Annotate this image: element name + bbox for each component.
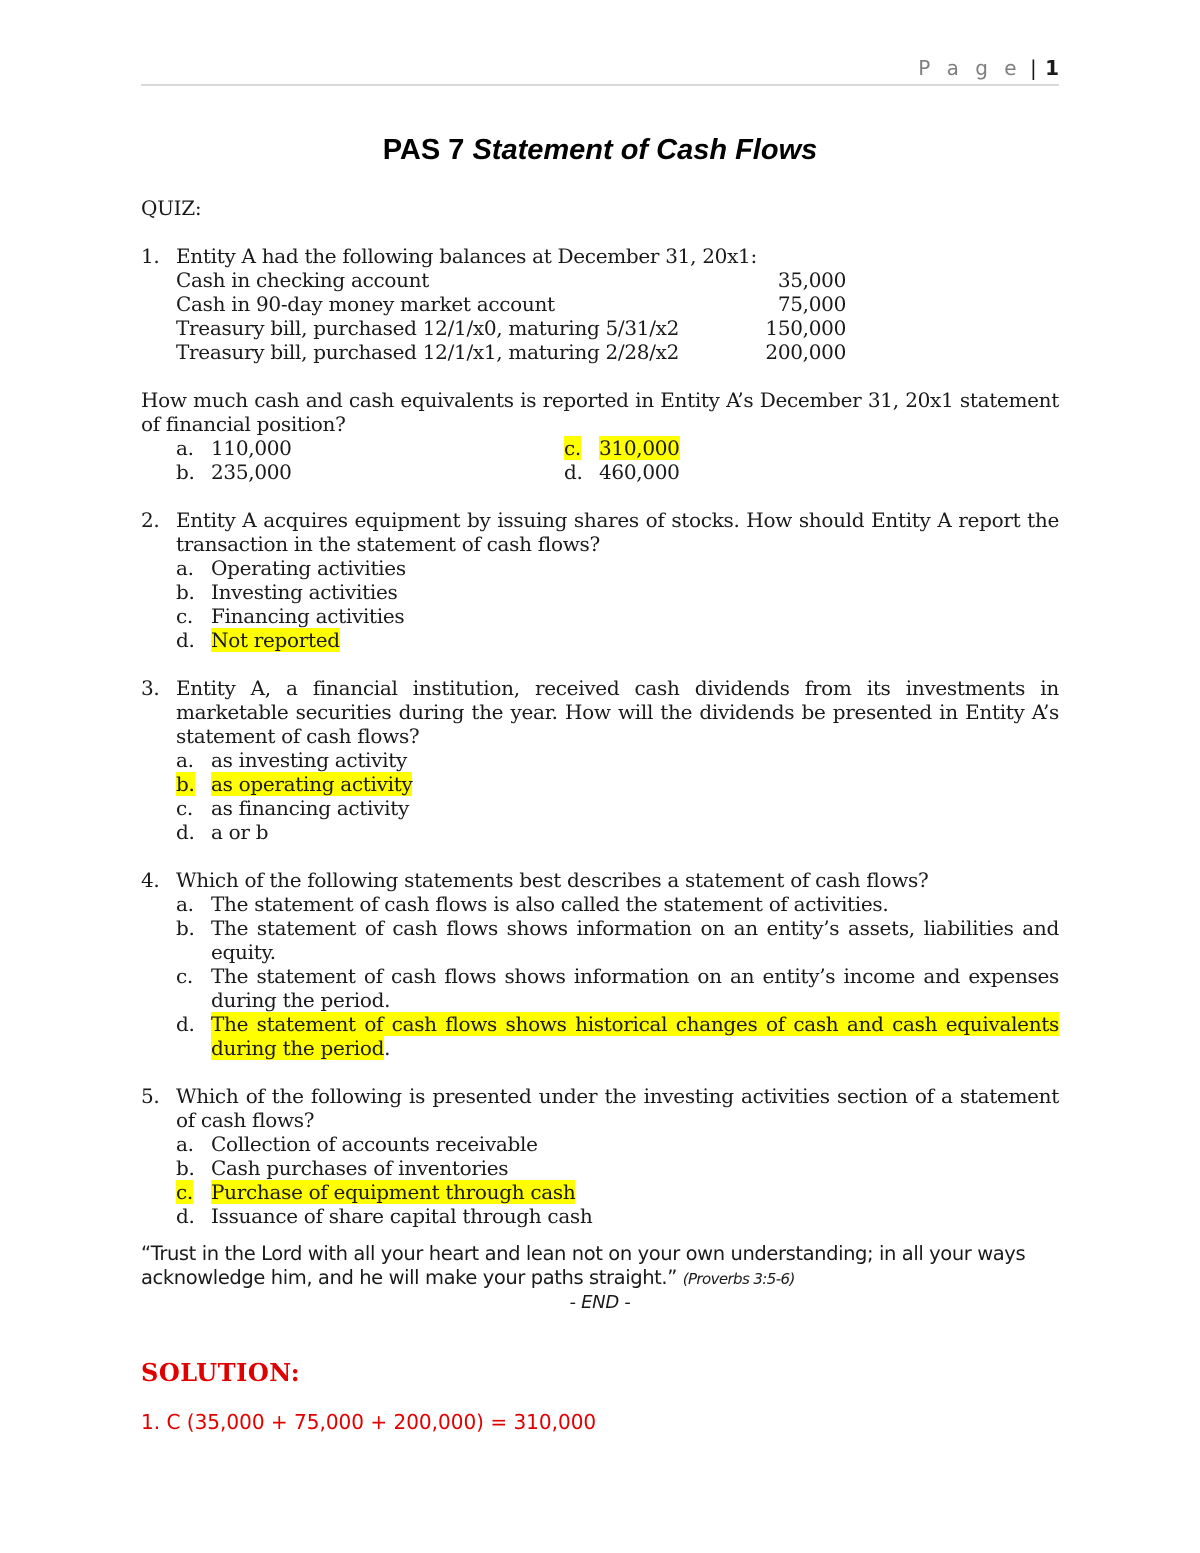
option-letter: b. xyxy=(176,1156,195,1180)
solution-heading: SOLUTION: xyxy=(141,1358,301,1387)
answer-highlight: Not reported xyxy=(211,628,340,652)
option-letter: c. xyxy=(176,796,193,820)
option-text: Operating activities xyxy=(211,556,406,580)
option-a xyxy=(176,748,1059,772)
option-text: The statement of cash flows shows information on an entity’s income and expenses during the period. xyxy=(211,964,1059,1012)
option-text: Financing activities xyxy=(211,604,405,628)
option-letter: d. xyxy=(176,1204,195,1228)
option-letter: b. xyxy=(176,580,195,604)
document-title xyxy=(0,130,1200,170)
option-a xyxy=(176,556,1059,580)
option-letter: d. xyxy=(564,460,583,484)
bible-quote xyxy=(141,1242,1059,1291)
option-c xyxy=(176,1180,1059,1204)
question-number: 2. xyxy=(141,508,160,532)
option-text: The statement of cash flows is also called the statement of activities. xyxy=(211,892,889,916)
option-c xyxy=(176,604,1059,628)
option-text: 235,000 xyxy=(211,460,292,484)
page-separator: | xyxy=(1029,56,1037,80)
end-mark: - END - xyxy=(569,1292,631,1313)
title-prefix: PAS 7 xyxy=(382,134,473,166)
answer-highlight: The statement of cash flows shows historical changes of cash and cash equivalents during the period xyxy=(211,1012,1059,1060)
balance-amount: 75,000 xyxy=(777,292,846,316)
balance-desc: Treasury bill, purchased 12/1/x0, maturing 5/31/x2 xyxy=(176,316,680,340)
balance-amount: 35,000 xyxy=(777,268,846,292)
question-number: 4. xyxy=(141,868,160,892)
question-text: Entity A, a financial institution, received cash dividends from its investments in marketable securities during the year. How will the dividends be presented in Entity A’s statement of cash flows? xyxy=(176,676,1059,748)
option-text: Collection of accounts receivable xyxy=(211,1132,538,1156)
option-text: 110,000 xyxy=(211,436,292,460)
balance-desc: Treasury bill, purchased 12/1/x1, maturing 2/28/x2 xyxy=(176,340,680,364)
balance-desc: Cash in 90-day money market account xyxy=(176,292,555,316)
quiz-content xyxy=(141,196,1059,1315)
option-letter: d. xyxy=(176,628,195,652)
quiz-label: QUIZ: xyxy=(141,196,202,220)
option-d xyxy=(564,460,864,484)
question-text: Which of the following is presented under the investing activities section of a statement of cash flows? xyxy=(176,1084,1059,1132)
question-text: Entity A acquires equipment by issuing shares of stocks. How should Entity A report the transaction in the statement of cash flows? xyxy=(176,508,1059,556)
option-d xyxy=(176,628,1059,652)
question-number: 1. xyxy=(141,244,160,268)
title-emphasis: Statement of Cash Flows xyxy=(472,134,818,166)
option-letter: d. xyxy=(176,1012,195,1036)
option-letter: a. xyxy=(176,748,194,772)
option-b xyxy=(176,460,564,484)
question-3 xyxy=(141,676,1059,844)
page-number: 1 xyxy=(1045,56,1059,80)
answer-highlight: 310,000 xyxy=(599,436,680,460)
option-b xyxy=(176,772,1059,796)
balance-amount: 150,000 xyxy=(765,316,846,340)
option-text: Investing activities xyxy=(211,580,398,604)
balance-amount: 200,000 xyxy=(765,340,846,364)
option-a xyxy=(176,1132,1059,1156)
table-row xyxy=(176,292,846,316)
question-stem: How much cash and cash equivalents is reported in Entity A’s December 31, 20x1 statement of financial position? xyxy=(141,388,1059,436)
option-b xyxy=(176,916,1059,964)
option-d xyxy=(176,820,1059,844)
option-letter: c. xyxy=(564,436,581,460)
option-letter: a. xyxy=(176,556,194,580)
table-row xyxy=(176,316,846,340)
option-d xyxy=(176,1012,1059,1060)
option-d xyxy=(176,1204,1059,1228)
options-grid xyxy=(176,436,1059,484)
answer-highlight: Purchase of equipment through cash xyxy=(211,1180,576,1204)
option-c xyxy=(176,796,1059,820)
option-text: Issuance of share capital through cash xyxy=(211,1204,593,1228)
question-text: Entity A had the following balances at December 31, 20x1: xyxy=(176,244,757,268)
balance-desc: Cash in checking account xyxy=(176,268,430,292)
option-letter: a. xyxy=(176,436,194,460)
question-5 xyxy=(141,1084,1059,1228)
option-letter: a. xyxy=(176,892,194,916)
quote-reference: (Proverbs 3:5-6) xyxy=(682,1270,795,1288)
option-letter: c. xyxy=(176,964,193,988)
question-text: Which of the following statements best describes a statement of cash flows? xyxy=(176,868,929,892)
option-b xyxy=(176,1156,1059,1180)
table-row xyxy=(176,268,846,292)
option-letter: d. xyxy=(176,820,195,844)
option-letter: c. xyxy=(176,604,193,628)
balances-table xyxy=(176,268,846,364)
option-text: The statement of cash flows shows information on an entity’s assets, liabilities and equity. xyxy=(211,916,1059,964)
table-row xyxy=(176,340,846,364)
quote-text: “Trust in the Lord with all your heart and lean not on your own understanding; in all your ways acknowledge him, and he will make your paths straight.” xyxy=(141,1242,1026,1289)
option-letter: b. xyxy=(176,460,195,484)
answer-highlight: as operating activity xyxy=(211,772,413,796)
option-letter: b. xyxy=(176,772,195,796)
question-1 xyxy=(141,244,1059,484)
option-letter: b. xyxy=(176,916,195,940)
option-text: a or b xyxy=(211,820,269,844)
question-number: 5. xyxy=(141,1084,160,1108)
option-a xyxy=(176,436,564,460)
option-c xyxy=(564,436,864,460)
question-number: 3. xyxy=(141,676,160,700)
option-a xyxy=(176,892,1059,916)
question-4 xyxy=(141,868,1059,1060)
option-text: Cash purchases of inventories xyxy=(211,1156,509,1180)
page-header xyxy=(141,54,1059,86)
option-trail: . xyxy=(384,1036,391,1060)
question-2 xyxy=(141,508,1059,652)
option-text: as investing activity xyxy=(211,748,407,772)
option-text: 460,000 xyxy=(599,460,680,484)
option-text: as financing activity xyxy=(211,796,409,820)
page-label: P a g e xyxy=(918,56,1022,80)
option-b xyxy=(176,580,1059,604)
option-letter: c. xyxy=(176,1180,193,1204)
option-letter: a. xyxy=(176,1132,194,1156)
option-c xyxy=(176,964,1059,1012)
solution-line-1: 1. C (35,000 + 75,000 + 200,000) = 310,000 xyxy=(141,1410,597,1434)
